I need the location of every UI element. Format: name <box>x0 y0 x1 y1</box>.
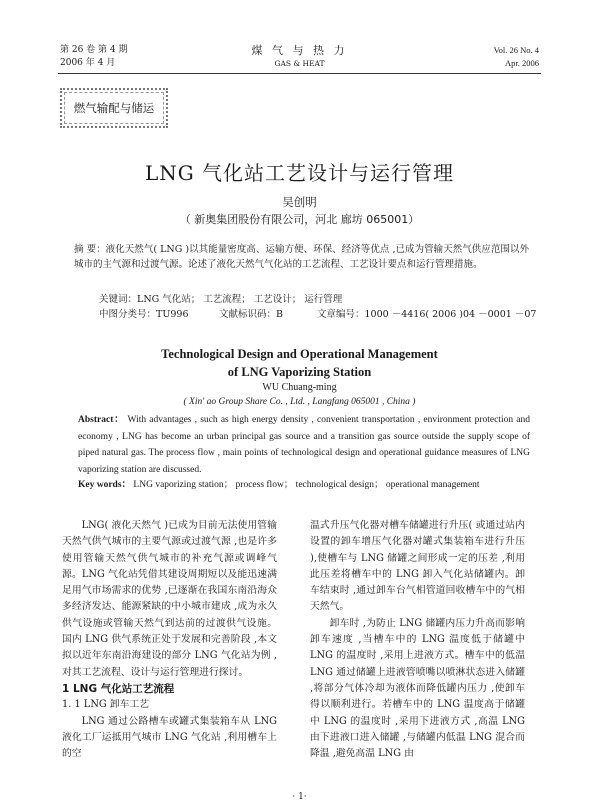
abstract-en <box>78 412 530 478</box>
author-cn: 吴创明 <box>282 195 317 209</box>
header-volume-en: Vol. 26 No. 4 <box>493 45 539 55</box>
column-label: 燃气输配与储运 <box>64 92 164 124</box>
keywords-en <box>78 477 530 493</box>
subsection-heading-1-1: 1. 1 LNG 卸车工艺 <box>62 699 150 711</box>
doc-code-value: B <box>276 309 283 320</box>
header-date-en: Apr. 2006 <box>505 58 539 68</box>
unloading-paragraph: LNG 通过公路槽车或罐式集装箱车从 LNG 液化工厂运抵用气城市 LNG 气化站 ,利用槽车上的空 <box>62 715 277 760</box>
keywords-cn <box>99 292 342 307</box>
journal-name-cn: 煤 气 与 热 力 <box>251 44 348 57</box>
abstract-en-text: With advantages , such as high energy density , convenient transportation , environment protection and economy , LNG has become an urban principal gas source and a transition gas source outside the supply scope of piped natural gas. The process flow , main points of technological design and operational guidance measures of LNG vaporizing station are discussed. <box>78 415 530 475</box>
header-date: 2006 年 4 月 <box>60 58 116 68</box>
header-volume: 第 26 卷 第 4 期 <box>60 45 128 55</box>
intro-paragraph: LNG( 液化天然气 )已成为目前无法使用管输天然气供气城市的主要气源或过渡气源 ,也是许多使用管输天然气供气城市的补充气源或调峰气源。LNG 气化站凭借其建设周期短以及能迅速满足用气市场需求的优势 ,已逐渐在我国东南沿海众多经济发达、能源紧缺的中小城市建成 ,成为永久供气设施或管输天然气到达前的过渡供气设施。国内 LNG 供气系统正处于发展和完善阶段 ,本文拟以近年东南沿海建设的部分 LNG 气化站为例 ,对其工艺流程、设计与运行管理进行探讨。 <box>62 520 277 678</box>
section-heading-1: 1 LNG 气化站工艺流程 <box>62 682 175 695</box>
title-en-line1: Technological Design and Operational Management <box>161 347 438 361</box>
abstract-en-label: Abstract： <box>78 415 125 425</box>
title-en-line2: of LNG Vaporizing Station <box>227 365 372 379</box>
header-volume-en-block <box>494 44 539 70</box>
keywords-en-label: Key words： <box>78 480 132 490</box>
unloading-paragraph-cont: 温式升压气化器对槽车储罐进行升压( 或通过站内设置的卸车增压气化器对罐式集装箱车进行升压 ),使槽车与 LNG 储罐之间形成一定的压差 ,利用此压差将槽车中的 LNG 卸入气化站储罐内。卸车结束时 ,通过卸车台气相管道回收槽车中的气相天然气。 <box>310 520 525 613</box>
affiliation-cn: （ 新奥集团股份有限公司，河北 廊坊 065001） <box>179 213 420 226</box>
keywords-cn-text: LNG 气化站； 工艺流程； 工艺设计； 运行管理 <box>137 294 343 305</box>
title-cn: LNG 气化站工艺设计与运行管理 <box>144 161 455 185</box>
author-en: WU Chuang-ming <box>262 382 337 393</box>
abstract-cn <box>74 242 529 272</box>
article-no-value: 1000 －4416( 2006 )04 －0001 －07 <box>364 309 537 320</box>
title-en <box>0 345 599 381</box>
keywords-cn-label: 关键词： <box>99 294 138 305</box>
header-rule <box>58 73 541 74</box>
doc-code-label: 文献标识码： <box>219 309 277 320</box>
article-no-label: 文章编号： <box>317 309 365 320</box>
unloading-method-paragraph: 卸车时 ,为防止 LNG 储罐内压力升高而影响卸车速度 ,当槽车中的 LNG 温度低于储罐中 LNG 的温度时 ,采用上进液方式。槽车中的低温 LNG 通过储罐上进液管喷嘴以喷淋状态进入储罐 ,将部分气体冷却为液体而降低罐内压力 ,使卸车得以顺利进行。若槽车中的 LNG 温度高于储罐中 LNG 的温度时 ,采用下进液方式 ,高温 LNG 由下进液口进入储罐 ,与储罐内低温 LNG 混合而降温 ,避免高温 LNG 由 <box>310 617 525 760</box>
abstract-cn-text: 液化天然气( LNG )以其能量密度高、运输方便、环保、经济等优点 ,已成为管输天然气供应范围以外城市的主气源和过渡气源。论述了液化天然气气化站的工艺流程、工艺设计要点和运行管理措施。 <box>74 244 529 270</box>
clc-label: 中图分类号： <box>99 309 157 320</box>
classification-row <box>99 307 536 322</box>
body-column-left <box>62 518 277 762</box>
affiliation-en: ( Xin' ao Group Share Co. , Ltd. , Langfang 065001 , China ) <box>183 397 416 407</box>
body-column-right <box>310 518 525 762</box>
page-number: · 1· <box>292 792 307 802</box>
column-label-box <box>60 88 168 128</box>
clc-value: TU996 <box>156 309 189 320</box>
keywords-en-text: LNG vaporizing station； process flow； technological design； operational management <box>133 480 480 490</box>
abstract-cn-label: 摘 要： <box>74 244 106 255</box>
journal-name-en: GAS & HEAT <box>274 59 325 68</box>
